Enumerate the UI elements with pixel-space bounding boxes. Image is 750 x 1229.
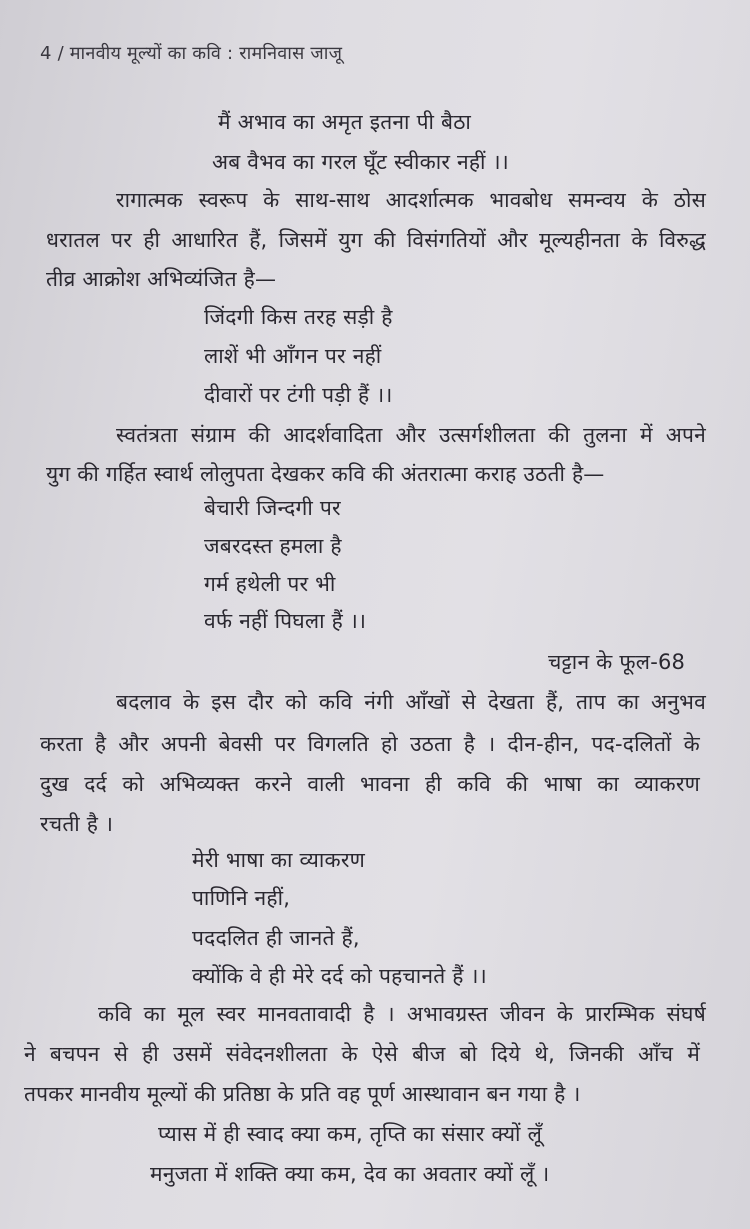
paragraph-line: रागात्मक स्वरूप के साथ-साथ आदर्शात्मक भावबोध समन्वय के ठोस (116, 188, 706, 212)
verse-line: मनुजता में शक्ति क्या कम, देव का अवतार क्यों लूँ । (150, 1162, 550, 1186)
paragraph-line: करता है और अपनी बेवसी पर विगलति हो उठता है । दीन-हीन, पद-दलितों के (40, 732, 700, 756)
verse-line: दीवारों पर टंगी पड़ी हैं ।। (204, 383, 393, 407)
page-number: 4 (40, 43, 52, 64)
paragraph-line: दुख दर्द को अभिव्यक्त करने वाली भावना ही कवि की भाषा का व्याकरण (40, 772, 700, 796)
verse-line: बेचारी जिन्दगी पर (204, 496, 341, 520)
verse-line: प्यास में ही स्वाद क्या कम, तृप्ति का संसार क्यों लूँ (158, 1122, 543, 1146)
verse-line: लाशें भी आँगन पर नहीं (204, 344, 382, 368)
verse-line: मेरी भाषा का व्याकरण (192, 848, 366, 872)
paragraph-line: रचती है । (40, 812, 114, 836)
paragraph-line: तपकर मानवीय मूल्यों की प्रतिष्ठा के प्रति वह पूर्ण आस्थावान बन गया है । (24, 1082, 581, 1106)
header-separator: / (57, 43, 64, 64)
verse-line: क्योंकि वे ही मेरे दर्द को पहचानते हैं ।। (192, 964, 487, 988)
paragraph-line: कवि का मूल स्वर मानवतावादी है । अभावग्रस्त जीवन के प्रारम्भिक संघर्ष (98, 1002, 706, 1026)
paragraph-line: स्वतंत्रता संग्राम की आदर्शवादिता और उत्सर्गशीलता की तुलना में अपने (116, 423, 706, 447)
verse-line: पाणिनि नहीं, (192, 886, 291, 910)
running-header (40, 40, 342, 68)
paragraph-line: धरातल पर ही आधारित हैं, जिसमें युग की विसंगतियों और मूल्यहीनता के विरुद्ध (46, 228, 706, 252)
verse-line: मैं अभाव का अमृत इतना पी बैठा (218, 110, 472, 134)
paragraph-line: बदलाव के इस दौर को कवि नंगी आँखों से देखता हैं, ताप का अनुभव (116, 690, 706, 714)
verse-line: जिंदगी किस तरह सड़ी है (204, 305, 393, 329)
verse-line: गर्म हथेली पर भी (204, 572, 336, 596)
verse-line: पददलित ही जानते हैं, (192, 926, 360, 950)
paragraph-line: तीव्र आक्रोश अभिव्यंजित है— (46, 267, 277, 291)
running-title: मानवीय मूल्यों का कवि : रामनिवास जाजू (69, 43, 343, 64)
verse-line: वर्फ नहीं पिघला हैं ।। (204, 609, 367, 633)
citation: चट्टान के फूल-68 (548, 650, 686, 674)
paragraph-line: ने बचपन से ही उसमें संवेदनशीलता के ऐसे बीज बो दिये थे, जिनकी आँच में (24, 1042, 700, 1066)
verse-line: अब वैभव का गरल घूँट स्वीकार नहीं ।। (212, 150, 509, 174)
verse-line: जबरदस्त हमला है (204, 534, 342, 558)
paragraph-line: युग की गर्हित स्वार्थ लोलुपता देखकर कवि की अंतरात्मा कराह उठती है— (46, 462, 605, 486)
